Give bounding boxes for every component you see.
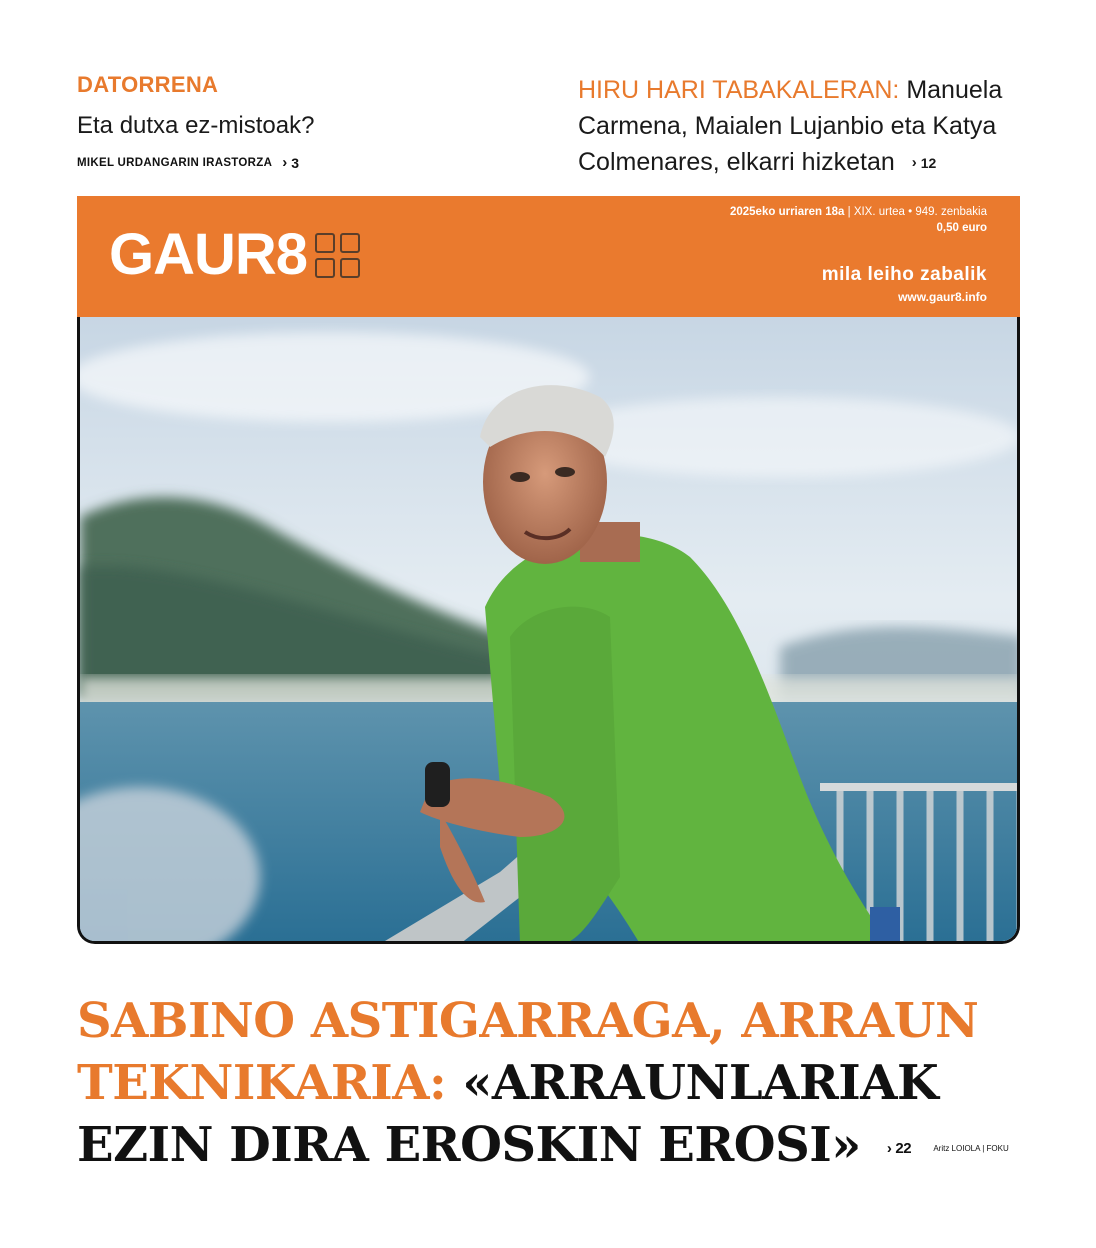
teaser-right-text: Manuela Carmena, Maialen Lujanbio eta Katya Colmenares, elkarri hizketan [578,76,1003,176]
windows-grid-icon [315,233,360,278]
headline-page-number: 22 [895,1139,912,1157]
chevron-right-icon: › [911,154,917,172]
teaser-right-page-ref[interactable] [912,145,937,181]
issue-number: 949. zenbakia [915,206,987,218]
teaser-left-page-number: 3 [291,154,300,171]
cover-headline[interactable] [77,990,1037,1180]
teaser-left[interactable] [77,72,537,171]
teaser-right-kicker: HIRU HARI TABAKALERAN: [578,76,900,104]
headline-orange-part: SABINO ASTIGARRAGA, ARRAUN TEKNIKARIA: [77,993,979,1111]
issue-info: 2025eko urriaren 18a | XIX. urtea • 949. zenbakia 0,50 euro [729,206,987,234]
headline-black-part: «ARRAUNLARIAK EZIN DIRA EROSKIN EROSI» [77,1055,939,1173]
slogan: mila leiho zabalik [821,264,987,285]
logo[interactable] [109,222,360,287]
teaser-right[interactable] [578,72,1028,181]
website-link[interactable]: www.gaur8.info [898,290,987,304]
teaser-left-page-ref[interactable] [282,154,299,171]
issue-date: 2025eko urriaren 18a [729,206,845,218]
logo-text: GAUR8 [109,222,308,287]
issue-price: 0,50 euro [936,222,987,234]
photo-credit: Aritz LOIOLA | FOKU [933,1143,1009,1153]
teaser-left-byline: MIKEL URDANGARIN IRASTORZA [77,156,273,169]
teaser-left-kicker: DATORRENA [77,72,219,97]
teaser-left-title: Eta dutxa ez-mistoak? [77,112,315,139]
headline-page-ref[interactable] [887,1118,911,1180]
masthead [77,196,1020,317]
chevron-right-icon: › [282,154,288,171]
cover-photo-illustration [80,317,1020,944]
chevron-right-icon: › [886,1139,892,1157]
issue-year: XIX. urtea [853,206,905,218]
teaser-right-page-number: 12 [920,155,937,172]
cover-photo [77,317,1020,944]
